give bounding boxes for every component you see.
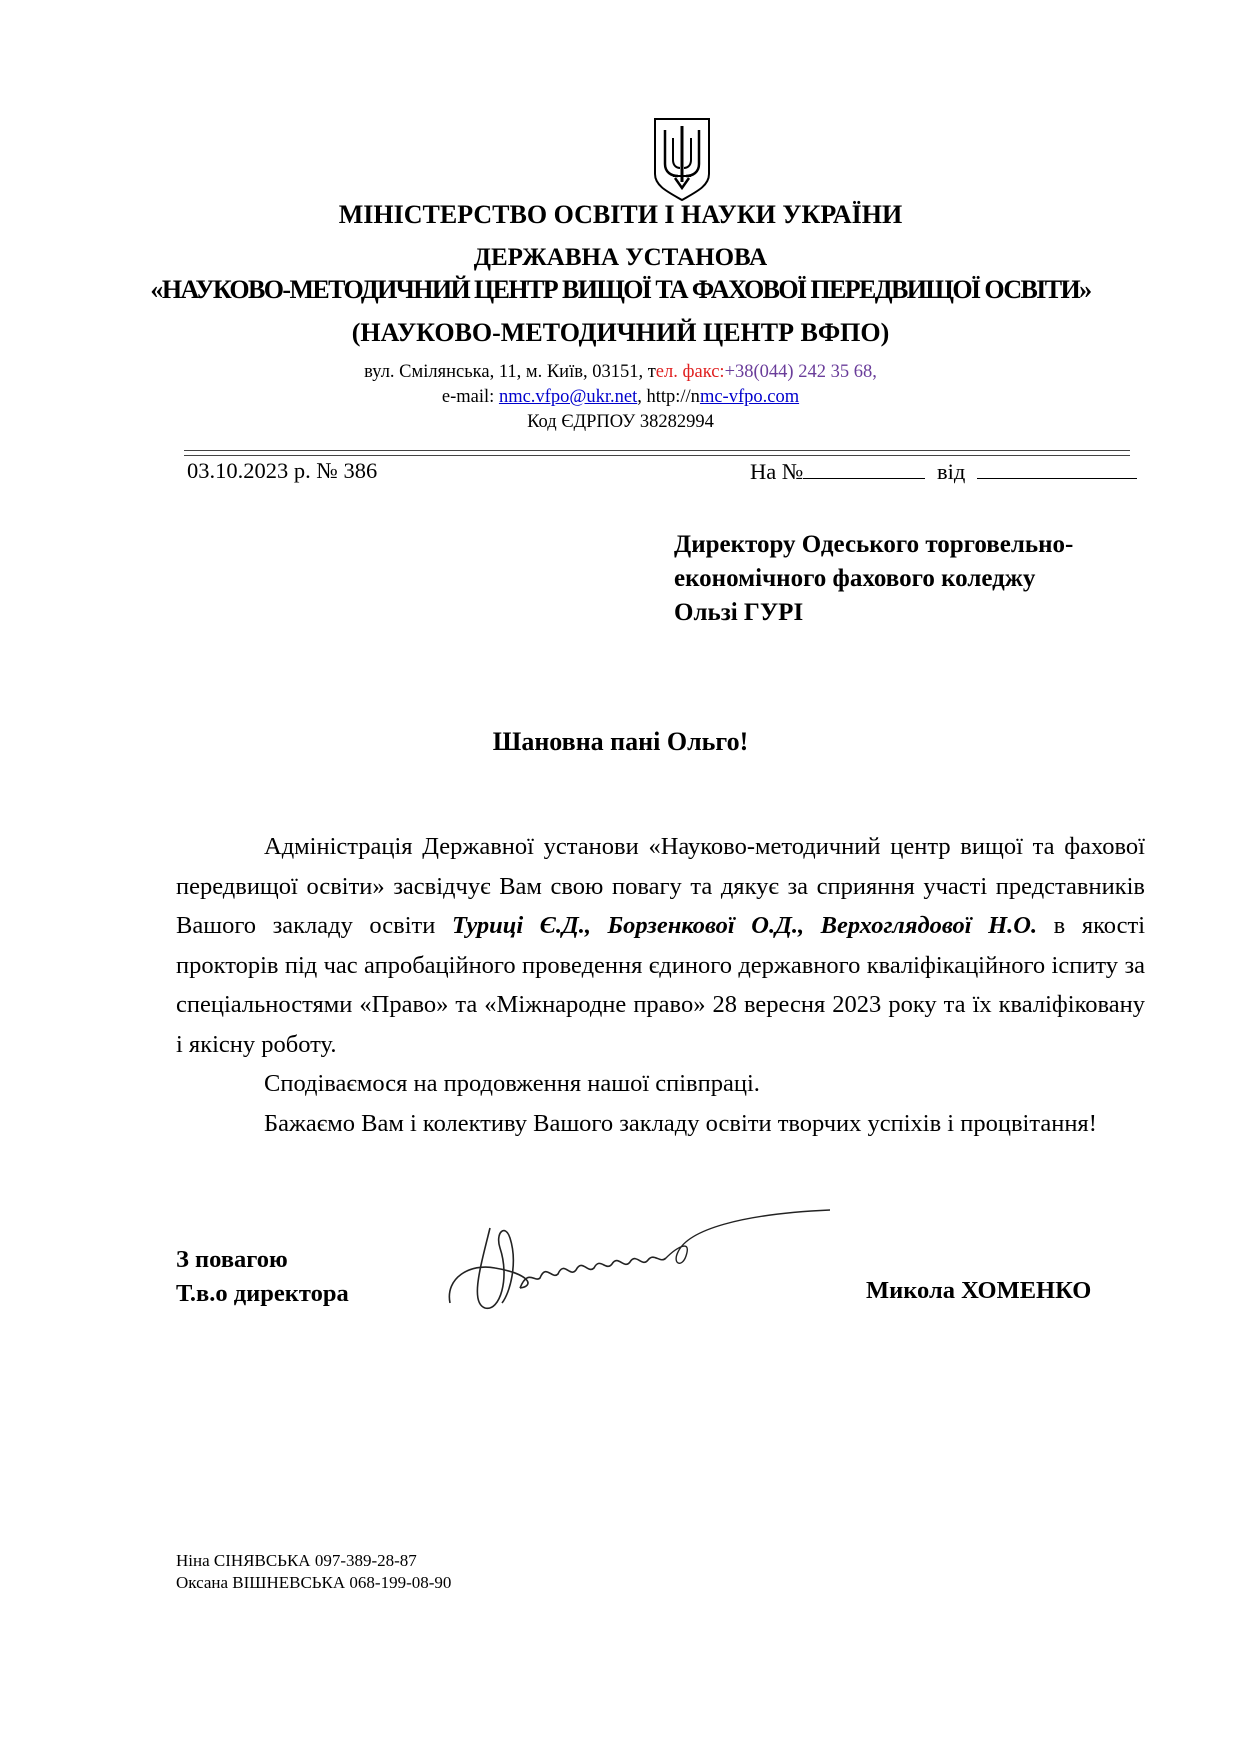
addressee-name: Ользі ГУРІ [674,599,804,626]
reference-number-blank [803,458,925,479]
letter-body [176,827,1145,1143]
ministry-title: МІНІСТЕРСТВО ОСВІТИ І НАУКИ УКРАЇНИ [338,200,903,229]
addressee-line: Директору Одеського торговельно- [674,531,1074,558]
reference-number-label: На № [750,459,804,484]
body-text: Адміністрація Державної установи «Науково-методичний центр вищої та фахової передвищої освіти» засвідчує Вам свою повагу та дякує за сприяння участі представників Вашого закладу освіти [176,833,1145,939]
signature-block [176,1243,349,1311]
web-prefix: , http://n [637,387,700,407]
handwritten-signature [440,1208,830,1323]
contact-person: Ніна СІНЯВСЬКА 097-389-28-87 [176,1551,417,1570]
body-text: в якості прокторів під час апробаційного проведення єдиного державного кваліфікаційного іспиту за спеціальностями «Право» та «Міжнародне право» 28 вересня 2023 року та їх кваліфіковану і якісну роботу. [176,912,1145,1058]
salutation: Шановна пані Ольго! [492,727,749,756]
body-paragraph [176,827,1145,1064]
reference-from-label: від [936,459,966,484]
registration-date-number: 03.10.2023 р. № 386 [187,458,378,483]
fax-label: ел. факс: [655,362,725,382]
institution-type: ДЕРЖАВНА УСТАНОВА [473,244,768,271]
reference-date-blank [977,458,1137,479]
institution-name: «НАУКОВО-МЕТОДИЧНИЙ ЦЕНТР ВИЩОЇ ТА ФАХОВОЇ ПЕРЕДВИЩОЇ ОСВІТИ» [150,275,1091,304]
body-paragraph: Бажаємо Вам і колективу Вашого закладу освіти творчих успіхів і процвітання! [264,1109,1097,1137]
email-link[interactable]: nmc.vfpo@ukr.net [498,387,638,407]
edrpou-code: Код ЄДРПОУ 38282994 [527,412,714,432]
email-label: e-mail: [441,387,499,407]
contact-person: Оксана ВІШНЕВСЬКА 068-199-08-90 [176,1573,452,1592]
header-divider [184,450,1130,456]
signer-name: Микола ХОМЕНКО [866,1277,1092,1304]
reference-line [750,458,1137,485]
addressee-line: економічного фахового коледжу [674,565,1036,592]
closing-phrase: З повагою [176,1246,288,1273]
proctor-names: Туриці Є.Д., Борзенкової О.Д., Верхоглядової Н.О. [451,912,1038,939]
body-paragraph: Сподіваємося на продовження нашої співпраці. [264,1070,760,1097]
addressee-block [674,528,1194,630]
coat-of-arms-icon [651,116,713,202]
contact-line [0,387,1241,408]
website-link[interactable]: mc-vfpo.com [699,387,800,407]
contacts-block [176,1550,451,1594]
signer-position: Т.в.о директора [176,1280,349,1307]
address-line [0,362,1241,383]
address-prefix: вул. Смілянська, 11, м. Київ, 03151, т [364,362,656,382]
institution-short-name: (НАУКОВО-МЕТОДИЧНИЙ ЦЕНТР ВФПО) [351,318,890,347]
phone-number: +38(044) 242 35 68, [724,362,877,382]
